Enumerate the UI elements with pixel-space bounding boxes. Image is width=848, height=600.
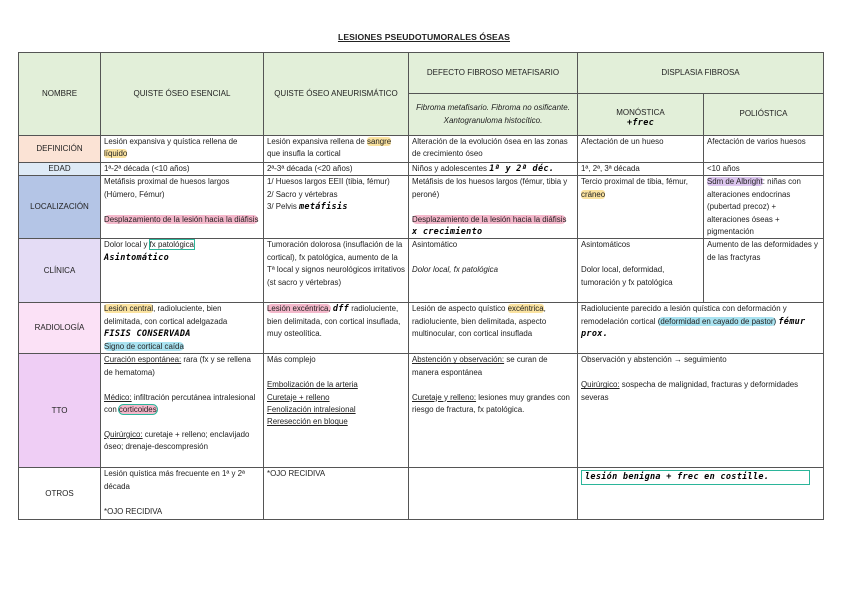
cell-monostica bbox=[578, 136, 704, 163]
cell-quiste-oseo-aneurismatico bbox=[264, 163, 409, 176]
cell-paragraph bbox=[581, 354, 820, 366]
cell-paragraph bbox=[412, 214, 574, 239]
cell-poliostica bbox=[704, 239, 824, 303]
cell-paragraph bbox=[267, 136, 405, 161]
text: radioluciente, bien delimitada, con cortical insuflada, muy osteolítica. bbox=[267, 304, 401, 339]
text: 1/ Huesos largos EEII (tibia, fémur) bbox=[267, 177, 390, 187]
cell-defecto-fibroso bbox=[409, 303, 578, 354]
cell-paragraph bbox=[412, 379, 574, 391]
text: 2ª-3ª década (<20 años) bbox=[267, 164, 353, 173]
cell-quiste-oseo-esencial bbox=[101, 239, 264, 303]
text: Dolor local, deformidad, tumoración y fx patológica bbox=[581, 265, 673, 287]
handwritten-note: Asintomático bbox=[104, 252, 170, 263]
handwritten-note: x crecimiento bbox=[412, 227, 483, 238]
cell-paragraph bbox=[581, 264, 700, 289]
cell-monostica bbox=[578, 163, 704, 176]
text: <10 años bbox=[707, 164, 740, 173]
monostica-label: MONÓSTICA bbox=[616, 107, 665, 117]
cell-paragraph bbox=[707, 136, 820, 148]
text: Lesión expansiva rellena de bbox=[267, 137, 368, 146]
text: fx patológica bbox=[149, 240, 194, 250]
text: Lesión quística más frecuente en 1ª y 2ª década bbox=[104, 469, 245, 491]
cell-paragraph bbox=[104, 392, 260, 417]
lesions-table bbox=[18, 52, 824, 520]
text: Alteración de la evolución ósea en las zonas de crecimiento óseo bbox=[412, 137, 568, 159]
cell-defecto-fibroso bbox=[409, 163, 578, 176]
text: curetaje + relleno; enclavijado óseo; drenaje-descompresión bbox=[104, 429, 250, 452]
cell-poliostica bbox=[704, 163, 824, 176]
highlighted-text: Desplazamiento de la lesión hacia la diáfisis bbox=[104, 214, 259, 224]
cell-displasia-fibrosa bbox=[578, 468, 824, 520]
underlined-text: Fenolización intralesional bbox=[267, 405, 356, 415]
cell-paragraph bbox=[104, 163, 260, 175]
underlined-text: Curetaje y relleno: bbox=[412, 392, 477, 402]
row-label: RADIOLOGÍA bbox=[19, 303, 101, 354]
text: Tumoración dolorosa (insuflación de la cortical), fx patológica, aumento de la Tª local y signos neurológicos irritativos (st sacro y vértebras) bbox=[267, 240, 405, 287]
cell-paragraph bbox=[267, 303, 405, 340]
cell-displasia-fibrosa bbox=[578, 303, 824, 354]
cell-defecto-fibroso bbox=[409, 136, 578, 163]
table-row-edad bbox=[19, 163, 824, 176]
row-label: CLÍNICA bbox=[19, 239, 101, 303]
table-row-tto bbox=[19, 354, 824, 468]
cell-paragraph bbox=[104, 354, 260, 379]
text: Observación y abstención → seguimiento bbox=[581, 355, 727, 365]
row-label: DEFINICIÓN bbox=[19, 136, 101, 163]
cell-displasia-fibrosa bbox=[578, 354, 824, 468]
cell-quiste-oseo-aneurismatico bbox=[264, 239, 409, 303]
text: 2/ Sacro y vértebras bbox=[267, 189, 338, 199]
text: Radioluciente parecido a lesión quística con deformación y remodelación cortical bbox=[581, 304, 787, 326]
handwritten-note: FISIS CONSERVADA bbox=[104, 329, 191, 340]
handwritten-note: lesión benigna + frec en costille. bbox=[581, 470, 810, 484]
text: Lesión expansiva y quística rellena de bbox=[104, 137, 238, 146]
text: Afectación de varios huesos bbox=[707, 137, 806, 146]
text: lesiones muy grandes con riesgo de fractura, fx patológica. bbox=[412, 392, 570, 415]
cell-paragraph bbox=[104, 429, 260, 454]
text: Dolor local, fx patológica bbox=[412, 265, 498, 275]
table-row-radiología bbox=[19, 303, 824, 354]
cell-quiste-oseo-esencial bbox=[101, 303, 264, 354]
cell-paragraph bbox=[581, 176, 700, 201]
cell-paragraph bbox=[412, 392, 574, 417]
cell-monostica bbox=[578, 239, 704, 303]
cell-quiste-oseo-esencial bbox=[101, 176, 264, 239]
underlined-text: Curetaje + relleno bbox=[267, 392, 330, 402]
text: Dolor local y bbox=[104, 240, 150, 250]
cell-paragraph bbox=[104, 379, 260, 391]
header-defecto-fibroso-subtitle: Fibroma metafisario. Fibroma no osificante. Xantogranuloma histocítico. bbox=[409, 94, 578, 136]
cell-paragraph bbox=[267, 367, 405, 379]
text: Más complejo bbox=[267, 355, 316, 365]
highlighted-text: Lesión excéntrica, bbox=[267, 304, 331, 314]
text: Metáfisis proximal de huesos largos (Húmero, Fémur) bbox=[104, 177, 230, 199]
underlined-text: Embolización de la arteria bbox=[267, 380, 358, 390]
cell-paragraph bbox=[412, 303, 574, 340]
text: *OJO RECIDIVA bbox=[267, 469, 326, 479]
cell-paragraph bbox=[267, 379, 405, 391]
cell-paragraph bbox=[104, 136, 260, 161]
cell-paragraph bbox=[581, 136, 700, 148]
underlined-text: Reresección en bloque bbox=[267, 417, 348, 427]
text: , radioluciente, bien delimitada, con cortical adelgazada bbox=[104, 304, 228, 326]
highlighted-text: (deformidad en cayado de pastor) bbox=[657, 316, 777, 326]
cell-paragraph bbox=[267, 354, 405, 366]
cell-paragraph bbox=[581, 252, 700, 264]
cell-monostica bbox=[578, 176, 704, 239]
cell-paragraph bbox=[267, 176, 405, 188]
text: que insufla la cortical bbox=[267, 149, 341, 159]
cell-paragraph bbox=[104, 176, 260, 201]
cell-quiste-oseo-esencial bbox=[101, 468, 264, 520]
cell-defecto-fibroso bbox=[409, 354, 578, 468]
cell-paragraph bbox=[267, 468, 405, 480]
header-quiste-oseo-esencial: QUISTE ÓSEO ESENCIAL bbox=[101, 53, 264, 136]
underlined-text: Abstención y observación: bbox=[412, 355, 505, 365]
text: Metáfisis de los huesos largos (fémur, tibia y peroné) bbox=[412, 177, 568, 199]
header-quiste-oseo-aneurismatico: QUISTE ÓSEO ANEURISMÁTICO bbox=[264, 53, 409, 136]
highlighted-text: excéntrica bbox=[507, 304, 544, 314]
text: Niños y adolescentes bbox=[412, 164, 490, 173]
cell-paragraph bbox=[707, 239, 820, 264]
cell-paragraph bbox=[581, 163, 700, 175]
text: rara (fx y se rellena de hematoma) bbox=[104, 355, 251, 377]
cell-paragraph bbox=[104, 252, 260, 264]
cell-paragraph bbox=[412, 201, 574, 213]
cell-paragraph bbox=[104, 239, 260, 251]
cell-quiste-oseo-aneurismatico bbox=[264, 303, 409, 354]
text: Afectación de un hueso bbox=[581, 137, 664, 146]
text: infiltración percutánea intralesional con bbox=[104, 392, 256, 415]
cell-paragraph bbox=[581, 239, 700, 251]
cell-paragraph bbox=[267, 404, 405, 416]
cell-paragraph bbox=[104, 493, 260, 505]
highlighted-text: cráneo bbox=[581, 189, 606, 199]
handwritten-note: dff bbox=[332, 304, 350, 315]
cell-quiste-oseo-esencial bbox=[101, 136, 264, 163]
table-row-definición bbox=[19, 136, 824, 163]
text: Lesión de aspecto quístico bbox=[412, 304, 508, 314]
underlined-text: Quirúrgico: bbox=[581, 380, 620, 390]
cell-paragraph bbox=[104, 328, 260, 340]
cell-paragraph bbox=[104, 201, 260, 213]
table-row-localización bbox=[19, 176, 824, 239]
cell-paragraph bbox=[412, 239, 574, 251]
cell-poliostica bbox=[704, 176, 824, 239]
cell-paragraph bbox=[104, 416, 260, 428]
header-monostica bbox=[578, 94, 704, 136]
row-label: TTO bbox=[19, 354, 101, 468]
cell-quiste-oseo-aneurismatico bbox=[264, 468, 409, 520]
cell-paragraph bbox=[707, 176, 820, 238]
handwritten-note: metáfisis bbox=[299, 202, 348, 213]
row-label: LOCALIZACIÓN bbox=[19, 176, 101, 239]
text: 1ª, 2ª, 3ª década bbox=[581, 164, 640, 173]
underlined-text: Curación espontánea: bbox=[104, 355, 182, 365]
highlighted-text: Signo de cortical caída bbox=[104, 341, 184, 351]
header-poliostica: POLIÓSTICA bbox=[704, 94, 824, 136]
highlighted-text: Sdm de Albright bbox=[707, 177, 763, 187]
cell-paragraph bbox=[581, 367, 820, 379]
text: 1ª-2ª década (<10 años) bbox=[104, 164, 190, 173]
text: sospecha de malignidad, fracturas y deformidades severas bbox=[581, 380, 799, 402]
cell-quiste-oseo-aneurismatico bbox=[264, 136, 409, 163]
text: Asintomático bbox=[412, 240, 458, 250]
underlined-text: Quirúrgico: bbox=[104, 429, 143, 439]
cell-paragraph bbox=[267, 163, 405, 175]
highlighted-text: sangre bbox=[367, 137, 392, 146]
cell-paragraph bbox=[412, 176, 574, 201]
header-defecto-fibroso: DEFECTO FIBROSO METAFISARIO bbox=[409, 53, 578, 94]
cell-paragraph bbox=[267, 239, 405, 289]
cell-paragraph bbox=[581, 468, 820, 484]
header-nombre: NOMBRE bbox=[19, 53, 101, 136]
text: se curan de manera espontánea bbox=[412, 355, 548, 377]
cell-paragraph bbox=[412, 163, 574, 175]
text: 3/ Pelvis bbox=[267, 202, 300, 212]
highlighted-text: Lesión central bbox=[104, 304, 154, 314]
cell-poliostica bbox=[704, 136, 824, 163]
cell-paragraph bbox=[104, 468, 260, 493]
highlighted-text: Desplazamiento de la lesión hacia la diáfisis bbox=[412, 214, 567, 224]
cell-quiste-oseo-esencial bbox=[101, 163, 264, 176]
cell-defecto-fibroso bbox=[409, 239, 578, 303]
cell-paragraph bbox=[412, 354, 574, 379]
document-title: LESIONES PSEUDOTUMORALES ÓSEAS bbox=[337, 32, 511, 42]
row-label: OTROS bbox=[19, 468, 101, 520]
cell-defecto-fibroso bbox=[409, 176, 578, 239]
cell-paragraph bbox=[267, 201, 405, 213]
text: : niñas con alteraciones endocrinas (pubertad precoz) + alteraciones óseas + pigmentación bbox=[707, 177, 801, 237]
handwritten-note: fémur prox. bbox=[581, 316, 806, 340]
cell-paragraph bbox=[581, 379, 820, 404]
text: Asintomáticos bbox=[581, 240, 631, 250]
cell-paragraph bbox=[267, 189, 405, 201]
table-row-otros bbox=[19, 468, 824, 520]
header-displasia-fibrosa: DISPLASIA FIBROSA bbox=[578, 53, 824, 94]
cell-paragraph bbox=[104, 214, 260, 226]
cell-paragraph bbox=[707, 163, 820, 175]
text: , radioluciente, bien delimitada, aspecto multinocular, con cortical insuflada bbox=[412, 304, 547, 339]
table-row-clínica bbox=[19, 239, 824, 303]
cell-paragraph bbox=[412, 136, 574, 161]
cell-paragraph bbox=[412, 252, 574, 264]
cell-paragraph bbox=[267, 392, 405, 404]
text: *OJO RECIDIVA bbox=[104, 506, 163, 516]
highlighted-text: líquido bbox=[104, 149, 128, 159]
cell-paragraph bbox=[267, 416, 405, 428]
cell-paragraph bbox=[104, 506, 260, 518]
cell-paragraph bbox=[412, 264, 574, 276]
cell-quiste-oseo-aneurismatico bbox=[264, 176, 409, 239]
cell-quiste-oseo-esencial bbox=[101, 354, 264, 468]
cell-defecto-fibroso bbox=[409, 468, 578, 520]
highlighted-text: corticoides bbox=[118, 405, 157, 415]
handwritten-note: +frec bbox=[626, 118, 655, 129]
cell-paragraph bbox=[104, 341, 260, 353]
text: Tercio proximal de tibia, fémur, bbox=[581, 177, 689, 187]
cell-quiste-oseo-aneurismatico bbox=[264, 354, 409, 468]
text: Aumento de las deformidades y de las fractyras bbox=[707, 240, 818, 262]
row-label: EDAD bbox=[19, 163, 101, 176]
cell-paragraph bbox=[104, 303, 260, 328]
cell-paragraph bbox=[581, 303, 820, 340]
underlined-text: Médico: bbox=[104, 392, 132, 402]
handwritten-note: 1ª y 2ª déc. bbox=[489, 164, 555, 174]
